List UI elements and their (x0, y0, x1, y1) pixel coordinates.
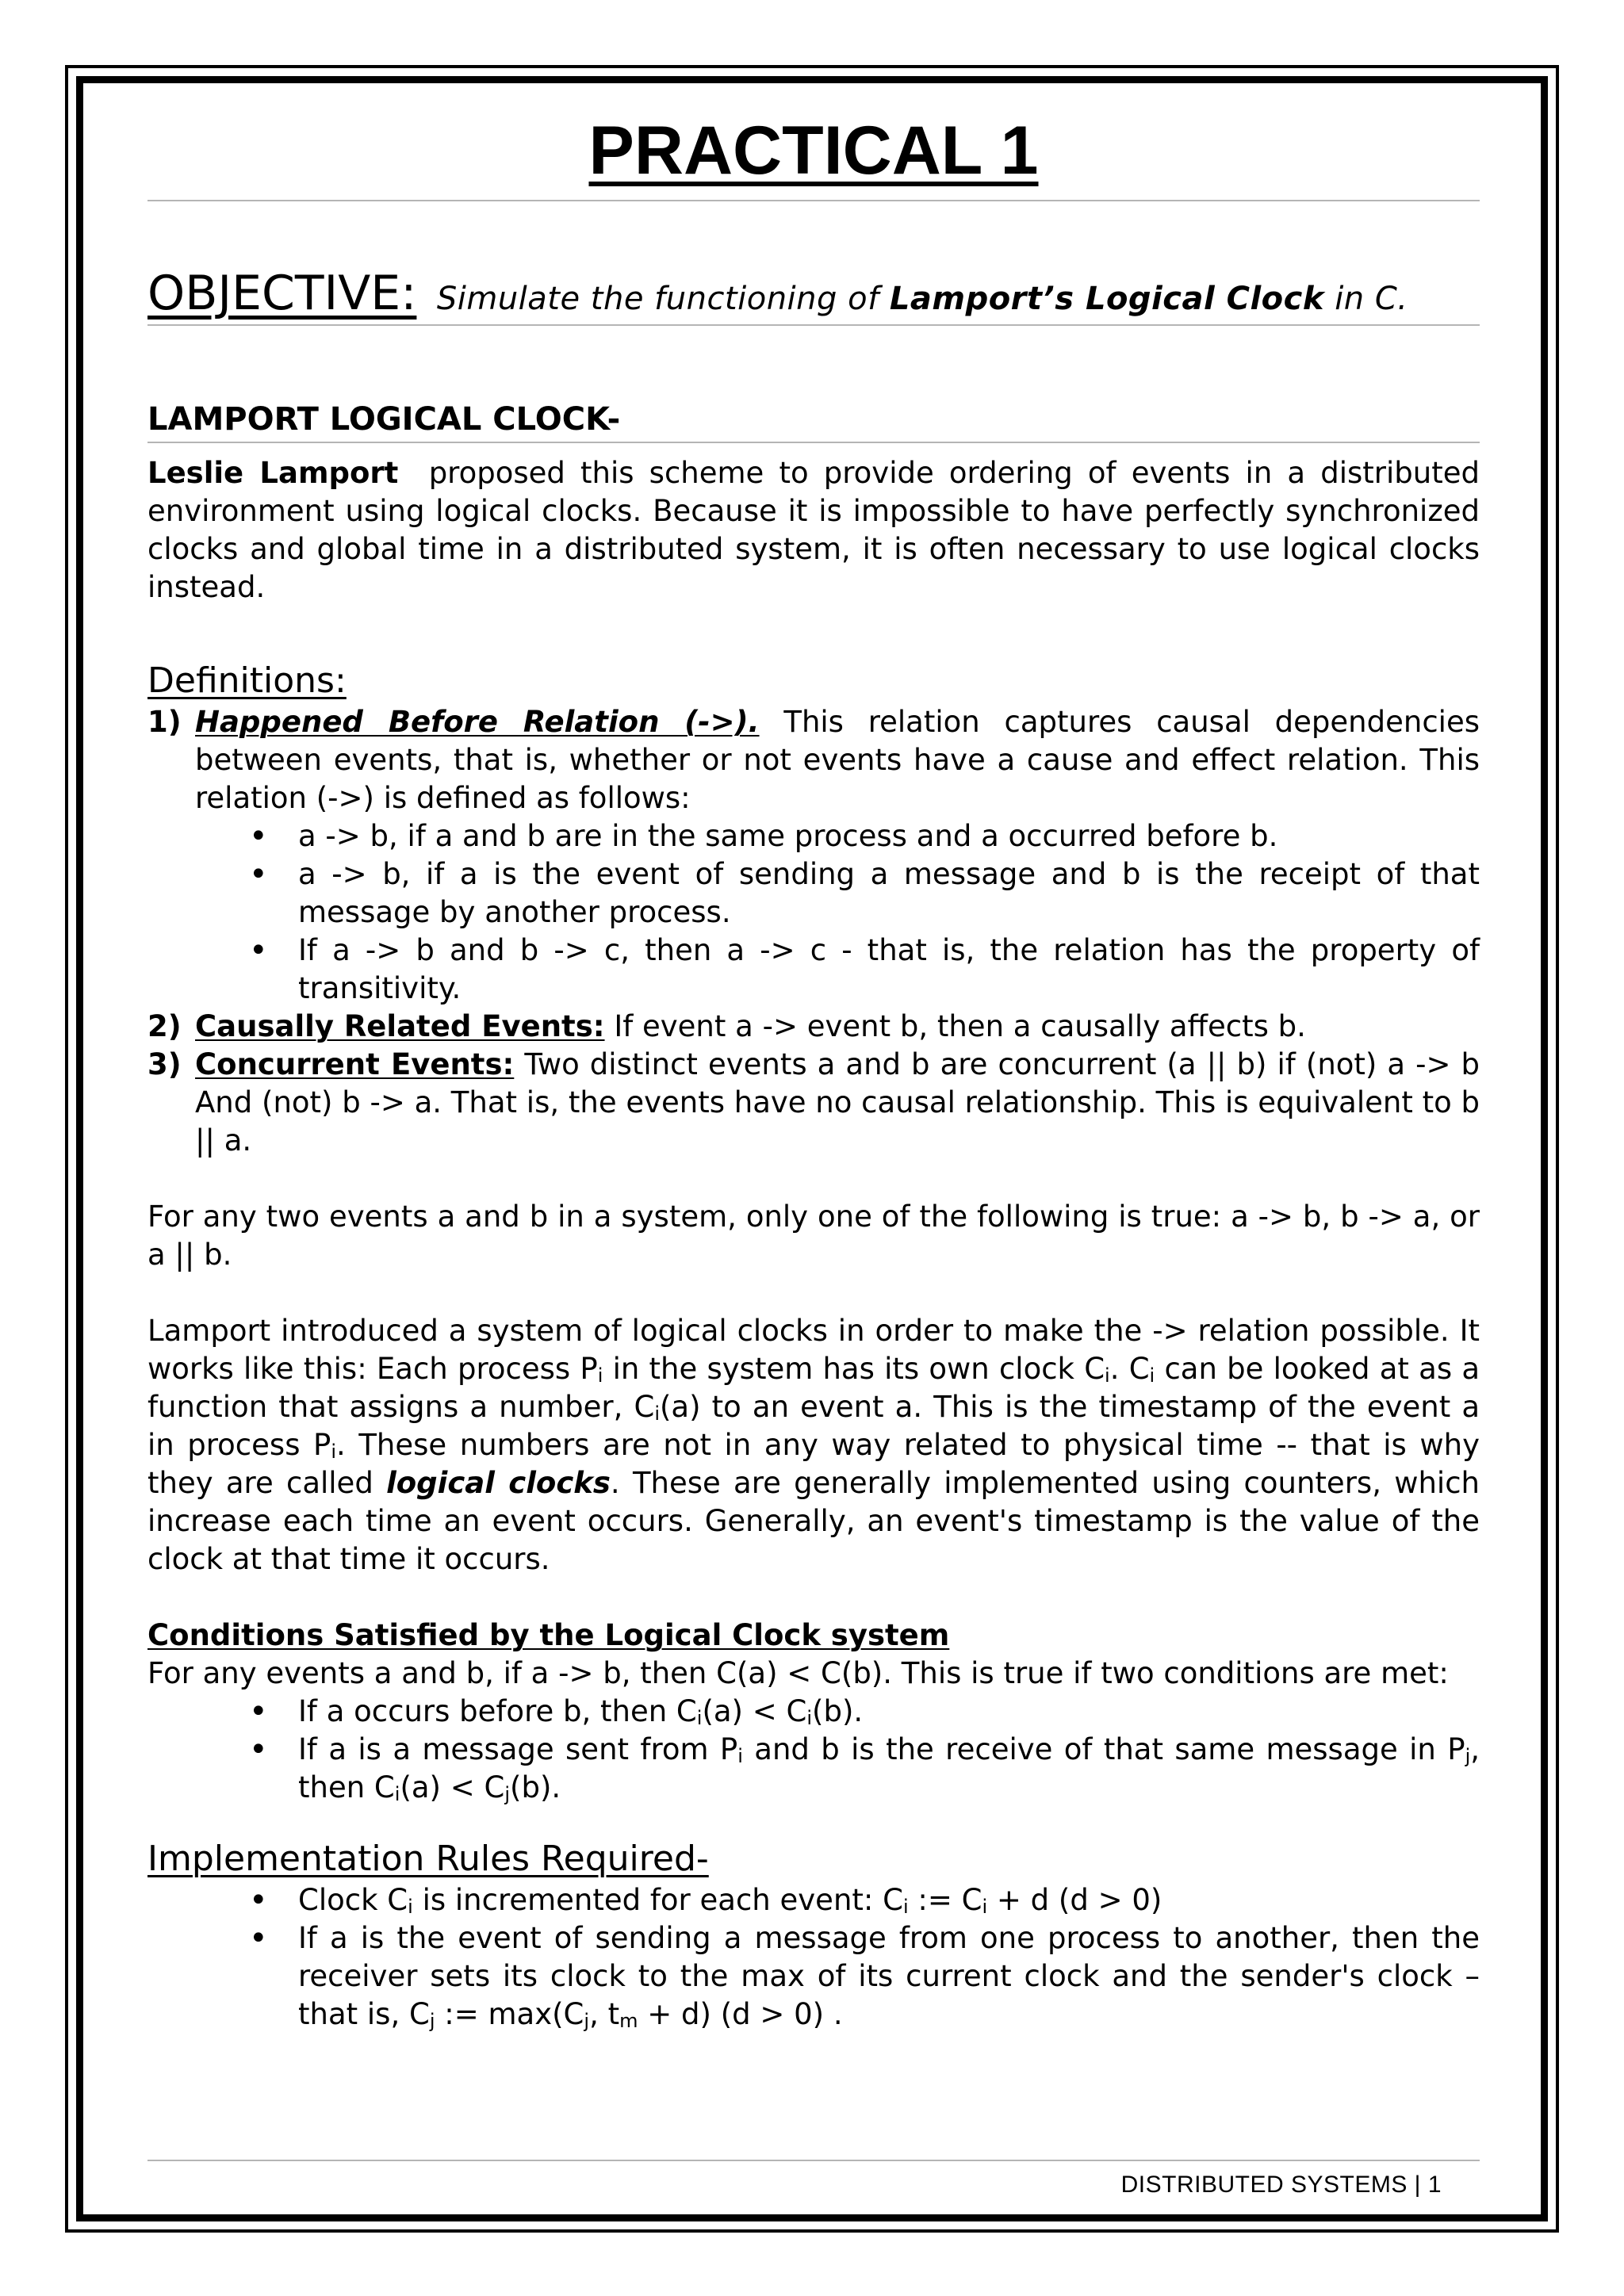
text-run: (a) to an event a. This is the timestamp of the event a in process P (147, 1390, 1480, 1462)
definitions-heading: Definitions: (147, 660, 347, 701)
subscript: j (504, 1783, 511, 1805)
text-run: Lamport introduced a system of logical clocks in order to make the -> relation possible. It works like this: Each process P (147, 1314, 1480, 1386)
definition-number: 1) (147, 705, 182, 739)
objective-line (147, 268, 1480, 324)
spacer (147, 1578, 1480, 1617)
emphasis-logical-clocks: logical clocks (386, 1466, 611, 1500)
list-item (147, 1919, 1480, 2034)
definition-term: Causally Related Events: (195, 1009, 605, 1043)
list-item: • If a -> b and b -> c, then a -> c - that is, the relation has the property of transitivity. (147, 932, 1480, 1008)
subscript: i (331, 1441, 337, 1463)
definition-number: 3) (147, 1047, 182, 1081)
lamport-heading: LAMPORT LOGICAL CLOCK- (147, 401, 621, 438)
subscript: i (902, 1896, 909, 1918)
list-item (147, 1731, 1480, 1807)
subscript: i (696, 1707, 703, 1729)
subscript: i (982, 1896, 988, 1918)
lamport-paragraph (147, 454, 1480, 607)
definitions-list-cont (147, 1008, 1480, 1160)
happened-before-bullets (147, 817, 1480, 1008)
page-title (147, 111, 1480, 190)
text-run: , then C (298, 1732, 1480, 1804)
text-run: . These numbers are not in any way related to physical time -- that is why they are called (147, 1428, 1480, 1500)
objective-text-bold: Lamport’s Logical Clock (889, 281, 1324, 317)
definitions-list (147, 703, 1480, 817)
text-run: Clock C (298, 1883, 408, 1917)
document-body (147, 111, 1480, 2034)
text-run: (b). (510, 1770, 561, 1804)
page-title-text: PRACTICAL 1 (588, 113, 1039, 189)
subscript: i (1149, 1364, 1155, 1387)
text-run: can be looked at as a function that assigns a number, C (147, 1352, 1480, 1424)
subscript: i (597, 1364, 603, 1387)
text-run: := max(C (444, 1997, 584, 2031)
subscript: i (394, 1783, 400, 1805)
page-footer: DISTRIBUTED SYSTEMS | 1 (1120, 2172, 1442, 2198)
text-run: (b). (812, 1694, 864, 1728)
conditions-heading: Conditions Satisfied by the Logical Clock system (147, 1618, 950, 1652)
definition-term: Concurrent Events: (195, 1047, 515, 1081)
spacer (147, 1160, 1480, 1198)
lamport-lead: Leslie Lamport (147, 456, 399, 490)
objective-text (437, 281, 1408, 317)
subscript: i (1105, 1364, 1110, 1387)
definition-item (147, 703, 1480, 817)
objective-label: OBJECTIVE: (147, 266, 417, 321)
text-run: + d (d > 0) (996, 1883, 1162, 1917)
lamport-body: proposed this scheme to provide ordering of events in a distributed environment using logical clocks. Because it is impossible to have perfectly synchronized clocks and global time in a distributed system, it is often necessary to use logical clocks instead. (147, 456, 1480, 604)
subscript: i (737, 1745, 743, 1767)
list-item (147, 1693, 1480, 1731)
implementation-heading: Implementation Rules Required- (147, 1839, 709, 1879)
subscript: j (584, 2010, 590, 2032)
objective-divider (147, 324, 1480, 326)
list-item (147, 1881, 1480, 1919)
definition-text: If event a -> event b, then a causally affects b. (614, 1009, 1306, 1043)
spacer (147, 1274, 1480, 1312)
definition-term: Happened Before Relation (->). (195, 705, 760, 739)
conditions-intro: For any events a and b, if a -> b, then C(a) < C(b). This is true if two conditions are met: (147, 1656, 1449, 1690)
conditions-bullets (147, 1693, 1480, 1807)
text-run: + d) (d > 0) . (647, 1997, 843, 2031)
subscript: j (1465, 1745, 1471, 1767)
definition-item (147, 1008, 1480, 1046)
text-run: If a is a message sent from P (298, 1732, 738, 1766)
lamport-clock-paragraph (147, 1312, 1480, 1578)
subscript: i (654, 1402, 660, 1425)
lamport-divider (147, 442, 1480, 443)
text-run: . These are generally implemented using counters, which increase each time an event occurs. Generally, an event's timestamp is the value of the clock at that time it occurs. (147, 1466, 1480, 1576)
subscript: m (619, 2010, 638, 2032)
text-run: , t (589, 1997, 620, 2031)
text-run: If a occurs before b, then C (298, 1694, 697, 1728)
text-run: (a) < C (702, 1694, 807, 1728)
list-item: • a -> b, if a and b are in the same process and a occurred before b. (147, 817, 1480, 855)
text-run: is incremented for each event: C (422, 1883, 903, 1917)
text-run: (a) < C (400, 1770, 505, 1804)
objective-text-a: Simulate the functioning of (436, 281, 879, 317)
text-run: . C (1109, 1352, 1150, 1386)
definition-text: This relation captures causal dependencies between events, that is, whether or not events have a cause and effect relation. This relation (->) is defined as follows: (195, 705, 1480, 815)
any-two-paragraph: For any two events a and b in a system, only one of the following is true: a -> b, b -> a, or a || b. (147, 1200, 1480, 1272)
list-item: • a -> b, if a is the event of sending a message and b is the receipt of that message by another process. (147, 855, 1480, 932)
definition-item (147, 1046, 1480, 1160)
text-run: in the system has its own clock C (612, 1352, 1105, 1386)
text-run: := C (917, 1883, 982, 1917)
definition-number: 2) (147, 1009, 182, 1043)
subscript: i (408, 1896, 413, 1918)
implementation-bullets (147, 1881, 1480, 2034)
title-divider (147, 200, 1480, 201)
text-run: and b is the receive of that same message in P (754, 1732, 1465, 1766)
subscript: i (806, 1707, 813, 1729)
definition-text: Two distinct events a and b are concurrent (a || b) if (not) a -> b And (not) b -> a. That is, the events have no causal relationship. This is equivalent to b || a. (195, 1047, 1480, 1158)
text-run: If a is the event of sending a message from one process to another, then the receiver sets its clock to the max of its current clock and the sender's clock – that is, C (298, 1921, 1480, 2031)
subscript: j (429, 2010, 435, 2032)
footer-divider (147, 2160, 1480, 2161)
objective-text-c: in C. (1335, 281, 1408, 317)
